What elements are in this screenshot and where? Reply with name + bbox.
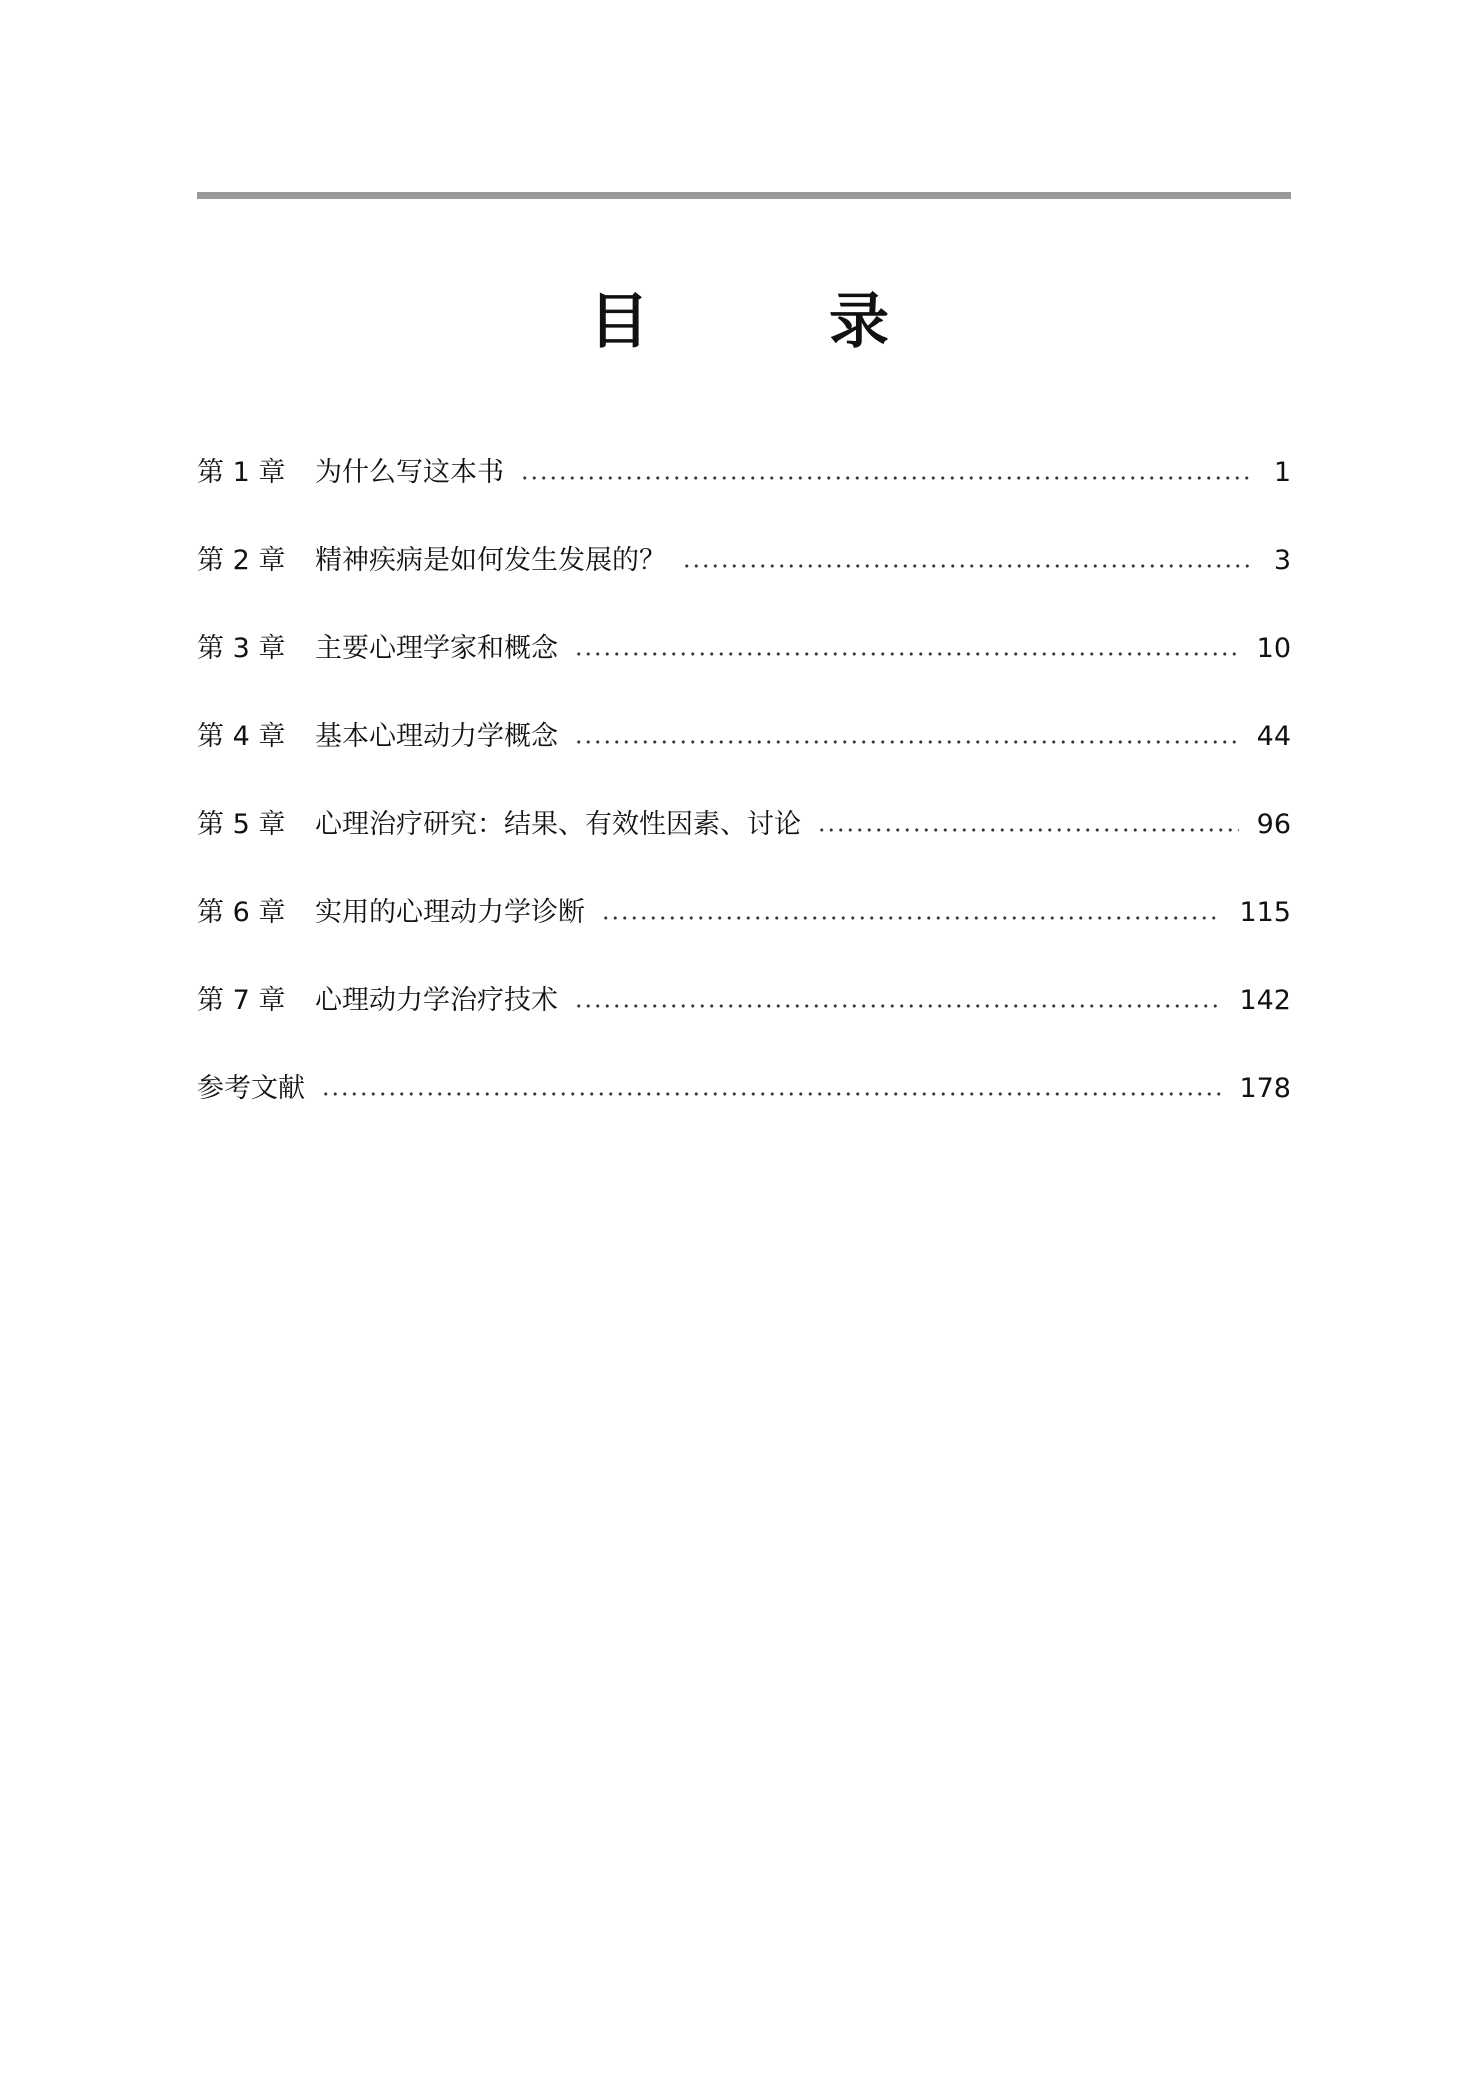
dot-leader xyxy=(520,476,1253,480)
chapter-title: 参考文献 xyxy=(197,1073,305,1104)
page-number: 44 xyxy=(1256,721,1291,752)
dot-leader xyxy=(574,652,1239,656)
dot-leader xyxy=(574,740,1239,744)
chapter-number: 第 5 章 xyxy=(197,809,286,840)
chapter-number: 第 7 章 xyxy=(197,985,286,1016)
chapter-number: 第 4 章 xyxy=(197,721,286,752)
dot-leader xyxy=(574,1004,1221,1008)
dot-leader xyxy=(601,916,1221,920)
chapter-number: 第 1 章 xyxy=(197,457,286,488)
toc-entry[interactable] xyxy=(197,1064,1291,1114)
page-number: 96 xyxy=(1256,809,1291,840)
dot-leader xyxy=(321,1092,1221,1096)
chapter-title: 心理动力学治疗技术 xyxy=(315,985,558,1016)
chapter-title: 基本心理动力学概念 xyxy=(315,721,558,752)
chapter-number: 第 6 章 xyxy=(197,897,286,928)
chapter-number: 第 3 章 xyxy=(197,633,286,664)
page-number: 142 xyxy=(1239,985,1291,1016)
page-number: 1 xyxy=(1273,457,1291,488)
toc-entry[interactable] xyxy=(197,448,1291,498)
toc-entry[interactable] xyxy=(197,624,1291,674)
toc-entry[interactable] xyxy=(197,976,1291,1026)
toc-entry[interactable] xyxy=(197,888,1291,938)
toc-entry[interactable] xyxy=(197,536,1291,586)
page-number: 115 xyxy=(1239,897,1291,928)
toc-entry[interactable] xyxy=(197,800,1291,850)
chapter-title: 实用的心理动力学诊断 xyxy=(315,897,585,928)
chapter-title: 为什么写这本书 xyxy=(315,457,504,488)
chapter-title: 主要心理学家和概念 xyxy=(315,633,558,664)
dot-leader xyxy=(682,564,1253,568)
toc-entry[interactable] xyxy=(197,712,1291,762)
header-rule xyxy=(197,192,1291,199)
page-title: 目 录 xyxy=(589,287,949,357)
page-number: 10 xyxy=(1256,633,1291,664)
page-number: 3 xyxy=(1273,545,1291,576)
page-number: 178 xyxy=(1239,1073,1291,1104)
chapter-title: 精神疾病是如何发生发展的？ xyxy=(315,545,666,576)
chapter-title: 心理治疗研究：结果、有效性因素、讨论 xyxy=(315,809,801,840)
chapter-number: 第 2 章 xyxy=(197,545,286,576)
dot-leader xyxy=(817,828,1239,832)
